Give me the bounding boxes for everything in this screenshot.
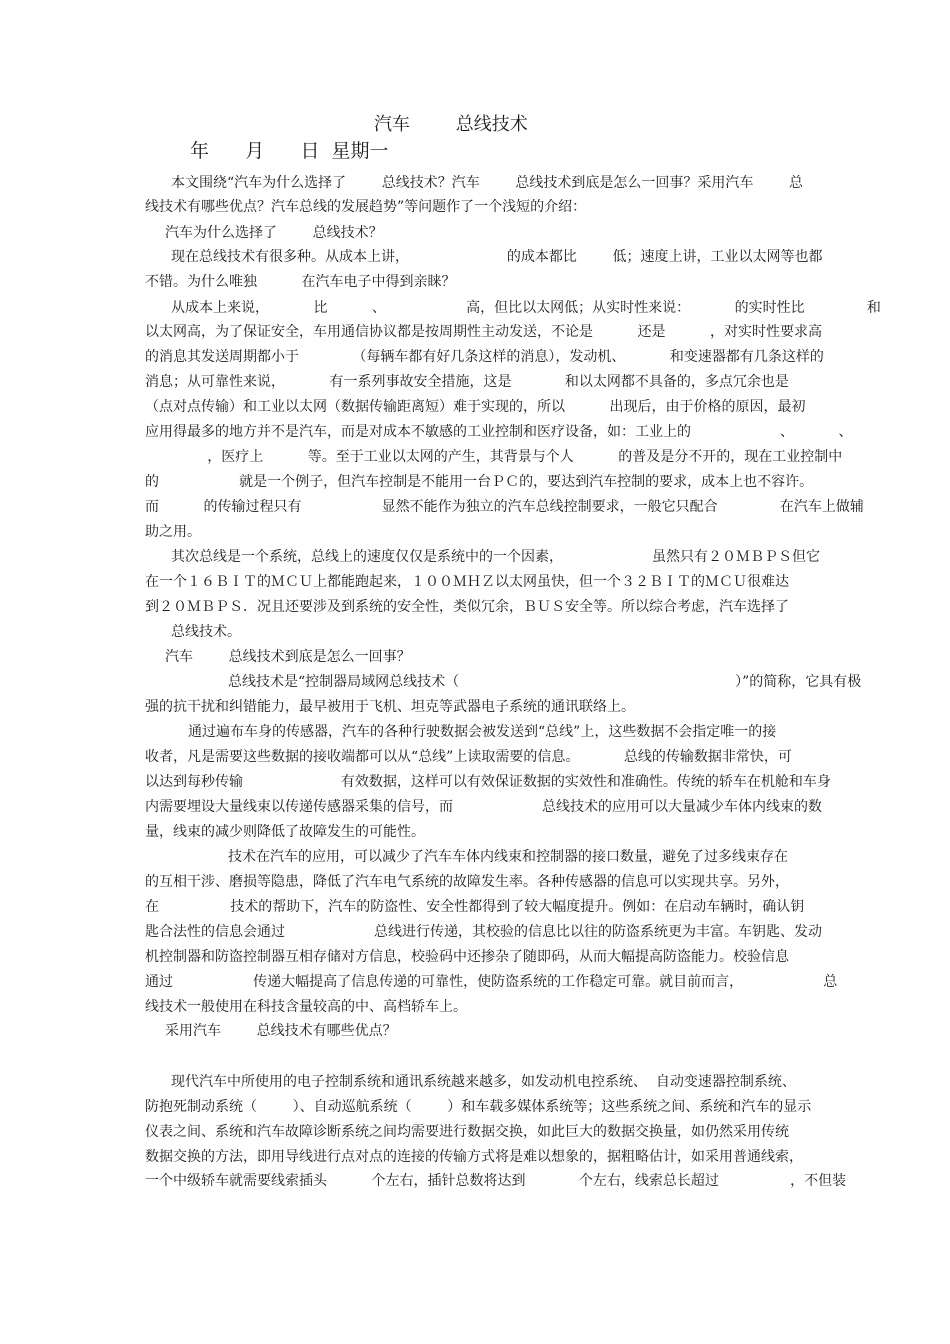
body-line: 技术在汽车的应用，可以减少了汽车车体内线束和控制器的接口数量，避免了过多线束存在 bbox=[228, 849, 788, 865]
body-line: 强的抗干扰和纠错能力，最早被用于飞机、坦克等武器电子系统的通讯联络上。 bbox=[145, 699, 635, 715]
body-line: 到２０ＭＢＰＳ．况且还要涉及到系统的安全性，类似冗余，ＢＵＳ安全等。所以综合考虑，汽车选择了 bbox=[145, 599, 789, 615]
body-line: 防抱死制动系统（ ）、自动巡航系统（ ）和车载多媒体系统等；这些系统之间、系统和汽车的显示 bbox=[145, 1099, 812, 1115]
body-line: 收者，凡是需要这些数据的接收端都可以从“总线”上读取需要的信息。 总线的传输数据非常快，可 bbox=[145, 749, 792, 765]
body-line: 数据交换的方法，即用导线进行点对点的连接的传输方式将是难以想象的，据粗略估计，如采用普通线索， bbox=[145, 1149, 803, 1165]
body-line: 消息；从可靠性来说， 有一系列事故安全措施，这是 和以太网都不具备的，多点冗余也是 bbox=[145, 374, 789, 390]
date-line: 年 月 日 星期一 bbox=[190, 140, 389, 162]
body-line: 通过遍布车身的传感器，汽车的各种行驶数据会被发送到“总线”上，这些数据不会指定唯一的接 bbox=[188, 724, 777, 740]
body-line: 量，线束的减少则降低了故障发生的可能性。 bbox=[145, 824, 425, 840]
body-line: 从成本上来说， 比 、 高，但比以太网低；从实时性来说： 的实时性比 和 bbox=[171, 300, 881, 316]
body-line: 现代汽车中所使用的电子控制系统和通讯系统越来越多，如发动机电控系统、 自动变速器控制系统、 bbox=[171, 1074, 796, 1090]
body-line: 总线技术是“控制器局域网总线技术（ ）”的简称，它具有极 bbox=[228, 674, 862, 690]
body-line: 的消息其发送周期都小于 （每辆车都有好几条这样的消息），发动机、 和变速器都有几条这样的 bbox=[145, 349, 824, 365]
body-line: 其次总线是一个系统，总线上的速度仅仅是系统中的一个因素， 虽然只有２０ＭＢＰＳ但它 bbox=[171, 549, 821, 565]
body-line: 在一个１６ＢＩＴ的ＭＣＵ上都能跑起来，１００ＭＨＺ以太网虽快，但一个３２ＢＩＴ的ＭＣＵ很难达 bbox=[145, 574, 789, 590]
body-line: 匙合法性的信息会通过 总线进行传递，其校验的信息比以往的防盗系统更为丰富。车钥匙、发动 bbox=[145, 924, 823, 940]
body-line: 线技术一般使用在科技含量较高的中、高档轿车上。 bbox=[145, 999, 467, 1015]
body-line: 不错。为什么唯独 在汽车电子中得到亲睐？ bbox=[145, 274, 456, 290]
body-line: 在 技术的帮助下，汽车的防盗性、安全性都得到了较大幅度提升。例如：在启动车辆时，确认钥 bbox=[145, 899, 805, 915]
body-line: 以达到每秒传输 有效数据，这样可以有效保证数据的实效性和准确性。传统的轿车在机舱和车身 bbox=[145, 774, 831, 790]
body-line: ，医疗上 等。至于工业以太网的产生，其背景与个人 的普及是分不开的，现在工业控制中 bbox=[145, 449, 843, 465]
body-line: （点对点传输）和工业以太网（数据传输距离短）难于实现的，所以 出现后，由于价格的原因，最初 bbox=[145, 399, 806, 415]
body-line: 以太网高，为了保证安全，车用通信协议都是按周期性主动发送，不论是 还是 ，对实时性要求高 bbox=[145, 324, 823, 340]
body-line: 的 就是一个例子，但汽车控制是不能用一台ＰＣ的，要达到汽车控制的要求，成本上也不容许。 bbox=[145, 474, 814, 490]
body-line: 应用得最多的地方并不是汽车，而是对成本不敏感的工业控制和医疗设备，如：工业上的 、 、 bbox=[145, 424, 853, 440]
body-line: 本文围绕“汽车为什么选择了 总线技术？汽车 总线技术到底是怎么一回事？采用汽车 总 bbox=[171, 175, 803, 191]
body-line: 通过 传递大幅提高了信息传递的可靠性，使防盗系统的工作稳定可靠。就目前而言， 总 bbox=[145, 974, 838, 990]
body-line: 而 的传输过程只有 显然不能作为独立的汽车总线控制要求，一般它只配合 在汽车上做辅 bbox=[145, 499, 864, 515]
body-line: 线技术有哪些优点？汽车总线的发展趋势”等问题作了一个浅短的介绍： bbox=[145, 199, 587, 215]
body-line: 一个中级轿车就需要线索插头 个左右，插针总数将达到 个左右，线索总长超过 ，不但装 bbox=[145, 1173, 847, 1189]
section-heading: 汽车为什么选择了 总线技术？ bbox=[165, 225, 383, 241]
section-heading: 采用汽车 总线技术有哪些优点？ bbox=[165, 1023, 397, 1039]
section-heading: 汽车 总线技术到底是怎么一回事？ bbox=[165, 649, 411, 665]
body-line: 总线技术。 bbox=[171, 624, 241, 640]
body-line: 现在总线技术有很多种。从成本上讲， 的成本都比 低；速度上讲，工业以太网等也都 bbox=[171, 249, 823, 265]
body-line: 助之用。 bbox=[145, 524, 201, 540]
body-line: 内需要埋设大量线束以传递传感器采集的信号，而 总线技术的应用可以大量减少车体内线束的数 bbox=[145, 799, 823, 815]
document-title: 汽车 总线技术 bbox=[374, 114, 528, 135]
body-line: 机控制器和防盗控制器互相存储对方信息，校验码中还掺杂了随即码，从而大幅提高防盗能力。校验信息 bbox=[145, 949, 789, 965]
body-line: 仪表之间、系统和汽车故障诊断系统之间均需要进行数据交换，如此巨大的数据交换量，如仍然采用传统 bbox=[145, 1124, 789, 1140]
body-line: 的互相干涉、磨损等隐患，降低了汽车电气系统的故障发生率。各种传感器的信息可以实现共享。另外， bbox=[145, 874, 789, 890]
